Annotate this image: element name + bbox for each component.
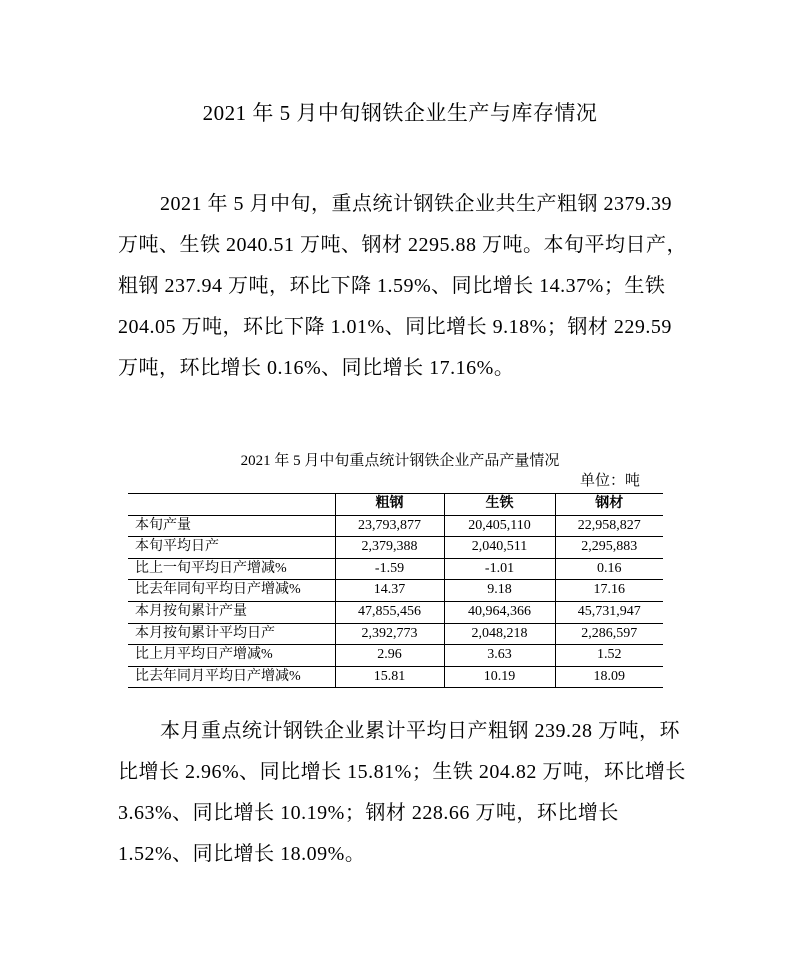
header-pig-iron: 生铁 <box>444 494 555 516</box>
production-table <box>128 493 663 688</box>
cell-value: 2,295,883 <box>555 537 663 559</box>
cell-value: 1.52 <box>555 645 663 667</box>
cell-value: 2,286,597 <box>555 623 663 645</box>
text-line: 万吨，环比增长 0.16%、同比增长 17.16%。 <box>118 357 515 379</box>
row-label: 比去年同旬平均日产增减% <box>128 580 335 602</box>
cell-value: 40,964,366 <box>444 601 555 623</box>
text-line: 3.63%、同比增长 10.19%；钢材 228.66 万吨，环比增长 <box>118 802 619 824</box>
cell-value: 9.18 <box>444 580 555 602</box>
header-crude-steel: 粗钢 <box>335 494 444 516</box>
row-label: 比上一旬平均日产增减% <box>128 558 335 580</box>
table-row <box>128 623 663 645</box>
cell-value: 17.16 <box>555 580 663 602</box>
table-row <box>128 580 663 602</box>
table-title: 2021 年 5 月中旬重点统计钢铁企业产品产量情况 <box>240 453 560 469</box>
page-title: 2021 年 5 月中旬钢铁企业生产与库存情况 <box>202 101 598 125</box>
cell-value: 2,379,388 <box>335 537 444 559</box>
row-label: 本月按旬累计产量 <box>128 601 335 623</box>
text-line: 万吨、生铁 2040.51 万吨、钢材 2295.88 万吨。本旬平均日产， <box>118 234 687 256</box>
text-line: 2021 年 5 月中旬，重点统计钢铁企业共生产粗钢 2379.39 <box>160 193 672 215</box>
cell-value: 2.96 <box>335 645 444 667</box>
cell-value: 0.16 <box>555 558 663 580</box>
cell-value: 47,855,456 <box>335 601 444 623</box>
paragraph-production-summary <box>118 184 687 389</box>
row-label: 比去年同月平均日产增减% <box>128 666 335 688</box>
table-row <box>128 645 663 667</box>
cell-value: 22,958,827 <box>555 515 663 537</box>
cell-value: 18.09 <box>555 666 663 688</box>
cell-value: 23,793,877 <box>335 515 444 537</box>
text-line: 1.52%、同比增长 18.09%。 <box>118 843 366 865</box>
cell-value: -1.59 <box>335 558 444 580</box>
cell-value: -1.01 <box>444 558 555 580</box>
cell-value: 20,405,110 <box>444 515 555 537</box>
row-label: 本月按旬累计平均日产 <box>128 623 335 645</box>
table-row <box>128 515 663 537</box>
cell-value: 15.81 <box>335 666 444 688</box>
cell-value: 10.19 <box>444 666 555 688</box>
paragraph-monthly-summary <box>118 711 686 875</box>
cell-value: 2,392,773 <box>335 623 444 645</box>
cell-value: 14.37 <box>335 580 444 602</box>
table-row <box>128 537 663 559</box>
header-row-label-empty <box>128 494 335 516</box>
text-line: 比增长 2.96%、同比增长 15.81%；生铁 204.82 万吨，环比增长 <box>118 761 686 783</box>
row-label: 本旬平均日产 <box>128 537 335 559</box>
cell-value: 2,040,511 <box>444 537 555 559</box>
table-row <box>128 601 663 623</box>
row-label: 本旬产量 <box>128 515 335 537</box>
text-line: 粗钢 237.94 万吨，环比下降 1.59%、同比增长 14.37%；生铁 <box>118 275 666 297</box>
table-row <box>128 666 663 688</box>
text-line: 本月重点统计钢铁企业累计平均日产粗钢 239.28 万吨，环 <box>160 720 680 742</box>
cell-value: 45,731,947 <box>555 601 663 623</box>
text-line: 204.05 万吨，环比下降 1.01%、同比增长 9.18%；钢材 229.59 <box>118 316 672 338</box>
table-unit-label: 单位：吨 <box>579 473 640 489</box>
header-steel-products: 钢材 <box>555 494 663 516</box>
table-row <box>128 558 663 580</box>
table-header-row <box>128 494 663 516</box>
row-label: 比上月平均日产增减% <box>128 645 335 667</box>
cell-value: 2,048,218 <box>444 623 555 645</box>
cell-value: 3.63 <box>444 645 555 667</box>
